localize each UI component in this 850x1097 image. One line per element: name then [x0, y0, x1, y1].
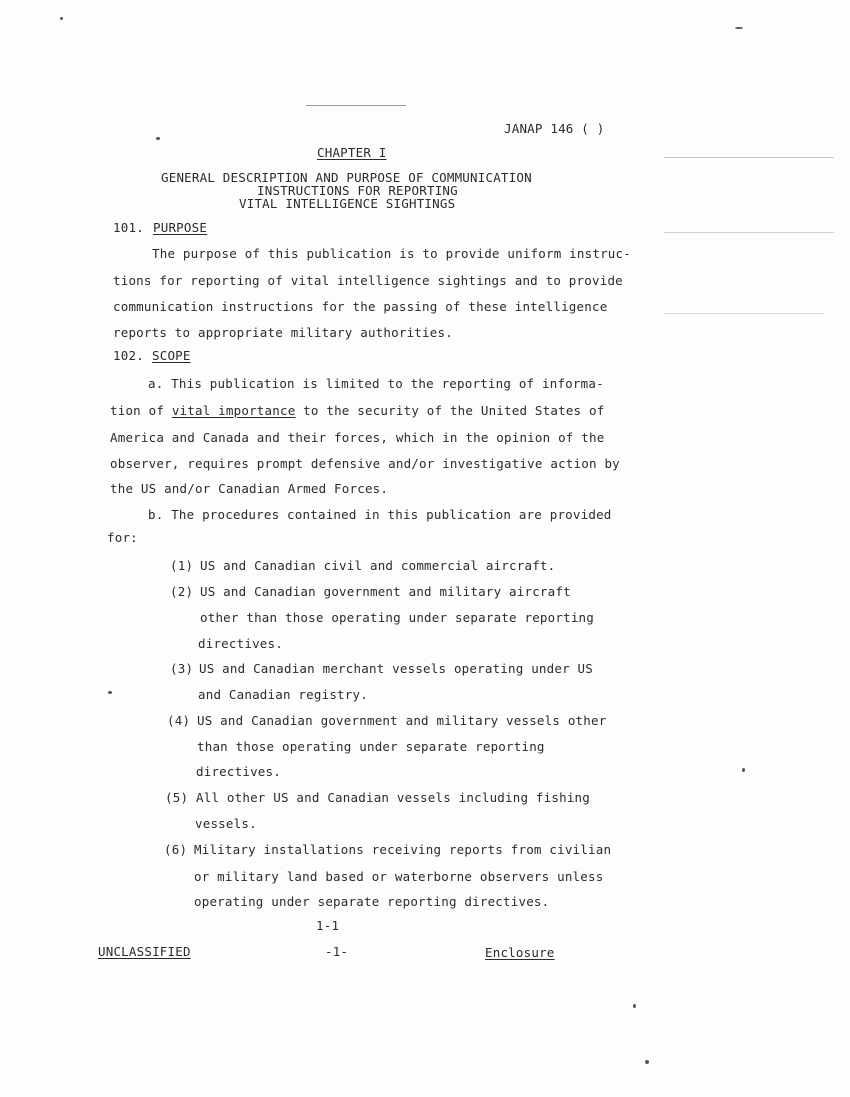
chapter-title-line-3: VITAL INTELLIGENCE SIGHTINGS [239, 196, 456, 211]
section-101-title: PURPOSE [153, 220, 208, 235]
document-id: JANAP 146 ( ) [504, 121, 605, 136]
list-item-line: directives. [196, 764, 281, 779]
paragraph-line: communication instructions for the passing of these intelligence [113, 299, 608, 314]
list-item-number: (6) [164, 842, 188, 857]
paragraph-line: b. The procedures contained in this publication are provided [148, 507, 612, 522]
paragraph-line: a. This publication is limited to the reporting of informa- [148, 376, 604, 391]
list-item-number: (5) [165, 790, 189, 805]
chapter-title-line-2: INSTRUCTIONS FOR REPORTING [257, 183, 458, 198]
scan-artifact [664, 232, 834, 233]
scan-speck [735, 27, 743, 29]
scan-speck [742, 768, 745, 772]
scan-speck [108, 691, 112, 694]
scan-artifact [306, 105, 406, 106]
section-101-number: 101. [113, 220, 144, 235]
list-item-line: Military installations receiving reports from civilian [194, 842, 612, 857]
list-item-number: (2) [170, 584, 194, 599]
text-run: to the security of the United States of [295, 403, 605, 418]
scan-speck [156, 137, 160, 140]
section-102-number: 102. [113, 348, 144, 363]
scan-speck [645, 1060, 649, 1064]
emphasis-vital-importance: vital importance [171, 403, 296, 418]
list-item-line: US and Canadian government and military aircraft [200, 584, 571, 599]
list-item-line: US and Canadian merchant vessels operating under US [199, 661, 594, 676]
paragraph-line [110, 403, 604, 418]
list-item-line: US and Canadian civil and commercial aircraft. [200, 558, 556, 573]
list-item-line: All other US and Canadian vessels including fishing [196, 790, 591, 805]
chapter-heading: CHAPTER I [317, 145, 387, 160]
list-item-line: other than those operating under separate reporting [200, 610, 595, 625]
scan-artifact [664, 157, 834, 158]
list-item-line: or military land based or waterborne observers unless [194, 869, 604, 884]
list-item-line: vessels. [195, 816, 257, 831]
list-item-line: and Canadian registry. [198, 687, 368, 702]
paragraph-line: tions for reporting of vital intelligence sightings and to provide [113, 273, 623, 288]
list-item-line: operating under separate reporting directives. [194, 894, 550, 909]
chapter-title-line-1: GENERAL DESCRIPTION AND PURPOSE OF COMMUNICATION [161, 170, 532, 185]
list-item-number: (1) [170, 558, 194, 573]
text-run: tion of [110, 403, 172, 418]
paragraph-line: America and Canada and their forces, which in the opinion of the [110, 430, 605, 445]
page-number: -1- [325, 944, 349, 959]
paragraph-line: for: [107, 530, 138, 545]
page-code: 1-1 [316, 918, 340, 933]
classification-marking: UNCLASSIFIED [98, 944, 191, 959]
paragraph-line: the US and/or Canadian Armed Forces. [110, 481, 389, 496]
paragraph-line: observer, requires prompt defensive and/or investigative action by [110, 456, 620, 471]
list-item-line: US and Canadian government and military vessels other [197, 713, 607, 728]
list-item-line: directives. [198, 636, 283, 651]
scan-speck [60, 17, 63, 20]
scan-artifact [664, 313, 824, 314]
scan-speck [633, 1004, 636, 1008]
enclosure-label: Enclosure [485, 945, 555, 960]
list-item-line: than those operating under separate reporting [197, 739, 545, 754]
section-102-title: SCOPE [152, 348, 191, 363]
list-item-number: (3) [170, 661, 194, 676]
paragraph-line: reports to appropriate military authorities. [113, 325, 453, 340]
list-item-number: (4) [167, 713, 191, 728]
paragraph-line: The purpose of this publication is to provide uniform instruc- [152, 246, 631, 261]
